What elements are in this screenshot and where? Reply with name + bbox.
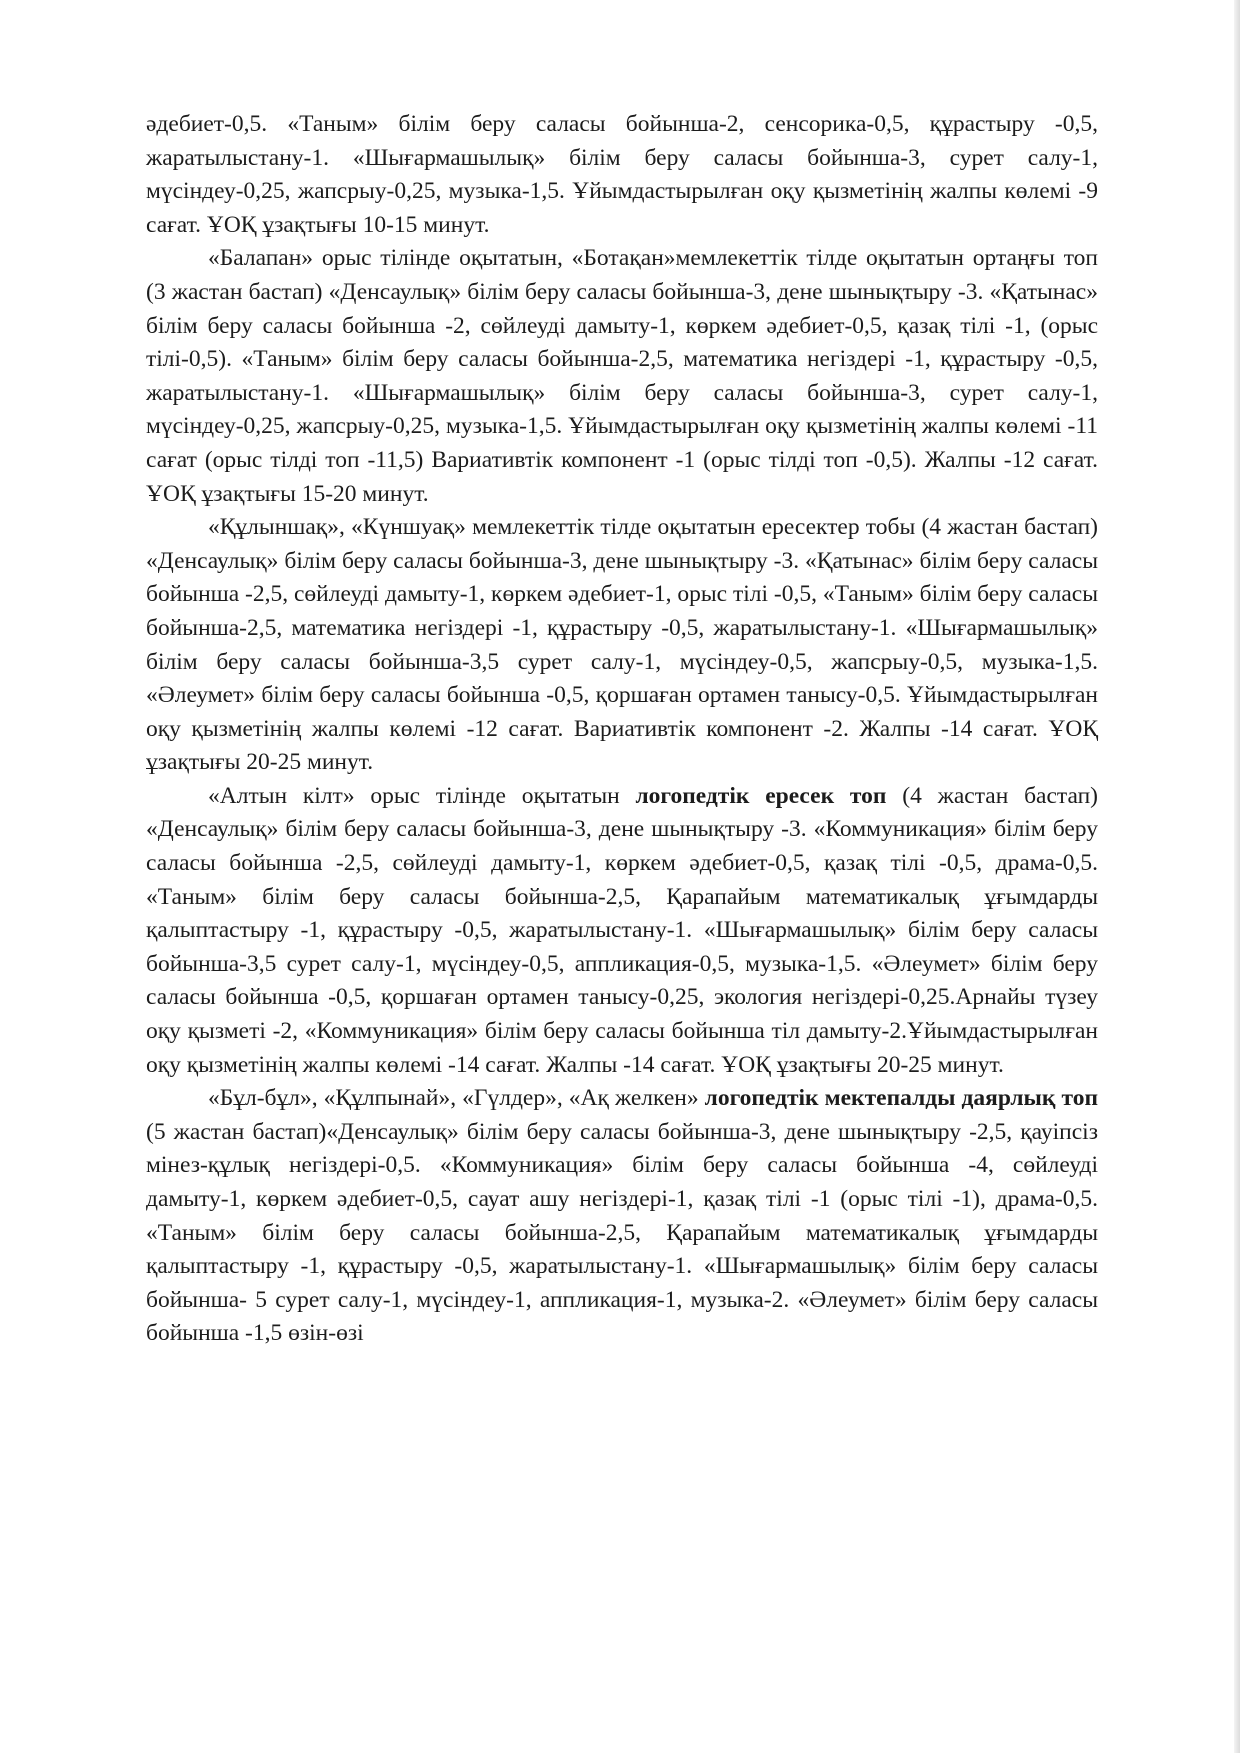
bold-text-run: логопедтік ересек топ <box>635 782 887 809</box>
document-body <box>146 108 1098 1351</box>
text-run: (5 жастан бастап)«Денсаулық» білім беру саласы бойынша-3, дене шынықтыру -2,5, қауіпсіз мінез-құлық негіздері-0,5. «Коммуникация» білім беру саласы бойынша -4, сөйлеуді дамыту-1, көркем әдебиет-0,5, сауат ашу негіздері-1, қазақ тілі -1 (орыс тілі -1), драма-0,5. «Таным» білім беру саласы бойынша-2,5, Қарапайым математикалық ұғымдарды қалыптастыру -1, құрастыру -0,5, жаратылыстану-1. «Шығармашылық» білім беру саласы бойынша- 5 сурет салу-1, мүсіндеу-1, аппликация-1, музыка-2. «Әлеумет» білім беру саласы бойынша -1,5 өзін-өзі <box>146 1118 1098 1347</box>
scan-edge-shadow <box>1234 0 1240 1753</box>
bold-text-run: логопедтік мектепалды даярлық топ <box>704 1085 1098 1112</box>
paragraph <box>146 780 1098 1082</box>
text-run: «Балапан» орыс тілінде оқытатын, «Ботақан»мемлекеттік тілде оқытатын ортаңғы топ (3 жастан бастап) «Денсаулық» білім беру саласы бойынша-3, дене шынықтыру -3. «Қатынас» білім беру саласы бойынша -2, сөйлеуді дамыту-1, көркем әдебиет-0,5, қазақ тілі -1, (орыс тілі-0,5). «Таным» білім беру саласы бойынша-2,5, математика негіздері -1, құрастыру -0,5, жаратылыстану-1. «Шығармашылық» білім беру саласы бойынша-3, сурет салу-1, мүсіндеу-0,25, жапсрыу-0,25, музыка-1,5. Ұйымдастырылған оқу қызметінің жалпы көлемі -11 сағат (орыс тілді топ -11,5) Вариативтік компонент -1 (орыс тілді топ -0,5). Жалпы -12 сағат. ҰОҚ ұзақтығы 15-20 минут. <box>146 245 1098 507</box>
paragraph <box>146 108 1098 242</box>
text-run: «Құлыншақ», «Күншуақ» мемлекеттік тілде оқытатын ересектер тобы (4 жастан бастап) «Денсаулық» білім беру саласы бойынша-3, дене шынықтыру -3. «Қатынас» білім беру саласы бойынша -2,5, сөйлеуді дамыту-1, көркем әдебиет-1, орыс тілі -0,5, «Таным» білім беру саласы бойынша-2,5, математика негіздері -1, құрастыру -0,5, жаратылыстану-1. «Шығармашылық» білім беру саласы бойынша-3,5 сурет салу-1, мүсіндеу-0,5, жапсрыу-0,5, музыка-1,5. «Әлеумет» білім беру саласы бойынша -0,5, қоршаған ортамен танысу-0,5. Ұйымдастырылған оқу қызметінің жалпы көлемі -12 сағат. Вариативтік компонент -2. Жалпы -14 сағат. ҰОҚ ұзақтығы 20-25 минут. <box>146 514 1098 776</box>
paragraph <box>146 1082 1098 1351</box>
paragraph <box>146 242 1098 511</box>
text-run: «Алтын кілт» орыс тілінде оқытатын <box>208 782 636 809</box>
paragraph <box>146 511 1098 780</box>
text-run: әдебиет-0,5. «Таным» білім беру саласы бойынша-2, сенсорика-0,5, құрастыру -0,5, жаратылыстану-1. «Шығармашылық» білім беру саласы бойынша-3, сурет салу-1, мүсіндеу-0,25, жапсрыу-0,25, музыка-1,5. Ұйымдастырылған оқу қызметінің жалпы көлемі -9 сағат. ҰОҚ ұзақтығы 10-15 минут. <box>146 111 1098 238</box>
text-run: (4 жастан бастап) «Денсаулық» білім беру саласы бойынша-3, дене шынықтыру -3. «Коммуникация» білім беру саласы бойынша -2,5, сөйлеуді дамыту-1, көркем әдебиет-0,5, қазақ тілі -0,5, драма-0,5. «Таным» білім беру саласы бойынша-2,5, Қарапайым математикалық ұғымдарды қалыптастыру -1, құрастыру -0,5, жаратылыстану-1. «Шығармашылық» білім беру саласы бойынша-3,5 сурет салу-1, мүсіндеу-0,5, аппликация-0,5, музыка-1,5. «Әлеумет» білім беру саласы бойынша -0,5, қоршаған ортамен танысу-0,25, экология негіздері-0,25.Арнайы түзеу оқу қызметі -2, «Коммуникация» білім беру саласы бойынша тіл дамыту-2.Ұйымдастырылған оқу қызметінің жалпы көлемі -14 сағат. Жалпы -14 сағат. ҰОҚ ұзақтығы 20-25 минут. <box>146 782 1098 1078</box>
text-run: «Бұл-бұл», «Құлпынай», «Гүлдер», «Ақ желкен» <box>208 1085 705 1112</box>
